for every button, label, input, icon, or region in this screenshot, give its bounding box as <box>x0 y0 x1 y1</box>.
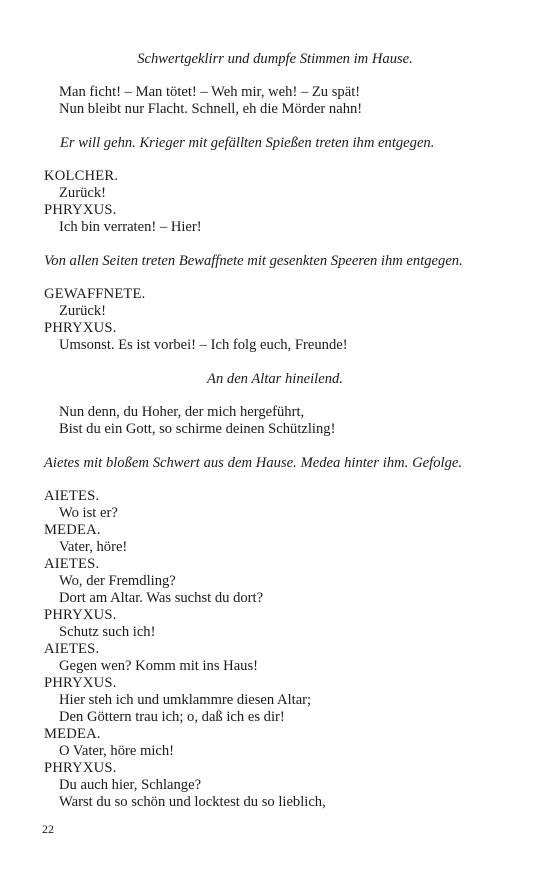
verse-line: Nun denn, du Hoher, der mich hergeführt, <box>59 404 305 420</box>
speaker-name: AIETES. <box>44 488 100 504</box>
speaker-name: AIETES. <box>44 641 100 657</box>
page-number: 22 <box>42 822 54 836</box>
verse-line: Warst du so schön und locktest du so lieblich, <box>59 794 326 810</box>
verse-line: Vater, höre! <box>59 539 128 555</box>
speaker-name: PHRYXUS. <box>44 607 117 623</box>
speaker-name: PHRYXUS. <box>44 320 117 336</box>
verse-line: Dort am Altar. Was suchst du dort? <box>59 590 264 606</box>
speaker-name: MEDEA. <box>44 726 101 742</box>
verse-line: Ich bin verraten! – Hier! <box>59 219 202 235</box>
verse-line: Gegen wen? Komm mit ins Haus! <box>59 658 259 674</box>
speaker-name: PHRYXUS. <box>44 760 117 776</box>
verse-line: Wo, der Fremdling? <box>59 573 176 589</box>
speaker-name: PHRYXUS. <box>44 675 117 691</box>
speaker-name: PHRYXUS. <box>44 202 117 218</box>
speaker-name: KOLCHER. <box>44 168 119 184</box>
verse-line: Zurück! <box>59 303 107 319</box>
speaker-name: AIETES. <box>44 556 100 572</box>
stage-direction: An den Altar hineilend. <box>207 371 343 387</box>
verse-line: Man ficht! – Man tötet! – Weh mir, weh! – Zu spät! <box>59 84 361 100</box>
stage-direction: Aietes mit bloßem Schwert aus dem Hause. Medea hinter ihm. Gefolge. <box>44 455 462 471</box>
verse-line: Du auch hier, Schlange? <box>59 777 202 793</box>
verse-line: Den Göttern trau ich; o, daß ich es dir! <box>59 709 285 725</box>
stage-direction: Er will gehn. Krieger mit gefällten Spießen treten ihm entgegen. <box>60 135 435 151</box>
verse-line: Umsonst. Es ist vorbei! – Ich folg euch, Freunde! <box>59 337 348 353</box>
verse-line: Nun bleibt nur Flacht. Schnell, eh die Mörder nahn! <box>59 101 363 117</box>
verse-line: Bist du ein Gott, so schirme deinen Schützling! <box>59 421 336 437</box>
speaker-name: GEWAFFNETE. <box>44 286 146 302</box>
verse-line: O Vater, höre mich! <box>59 743 175 759</box>
verse-line: Schutz such ich! <box>59 624 156 640</box>
verse-line: Hier steh ich und umklammre diesen Altar; <box>59 692 312 708</box>
verse-line: Zurück! <box>59 185 107 201</box>
stage-direction: Von allen Seiten treten Bewaffnete mit gesenkten Speeren ihm entgegen. <box>44 253 463 269</box>
verse-line: Wo ist er? <box>59 505 118 521</box>
stage-direction: Schwertgeklirr und dumpfe Stimmen im Hause. <box>137 51 413 67</box>
speaker-name: MEDEA. <box>44 522 101 538</box>
